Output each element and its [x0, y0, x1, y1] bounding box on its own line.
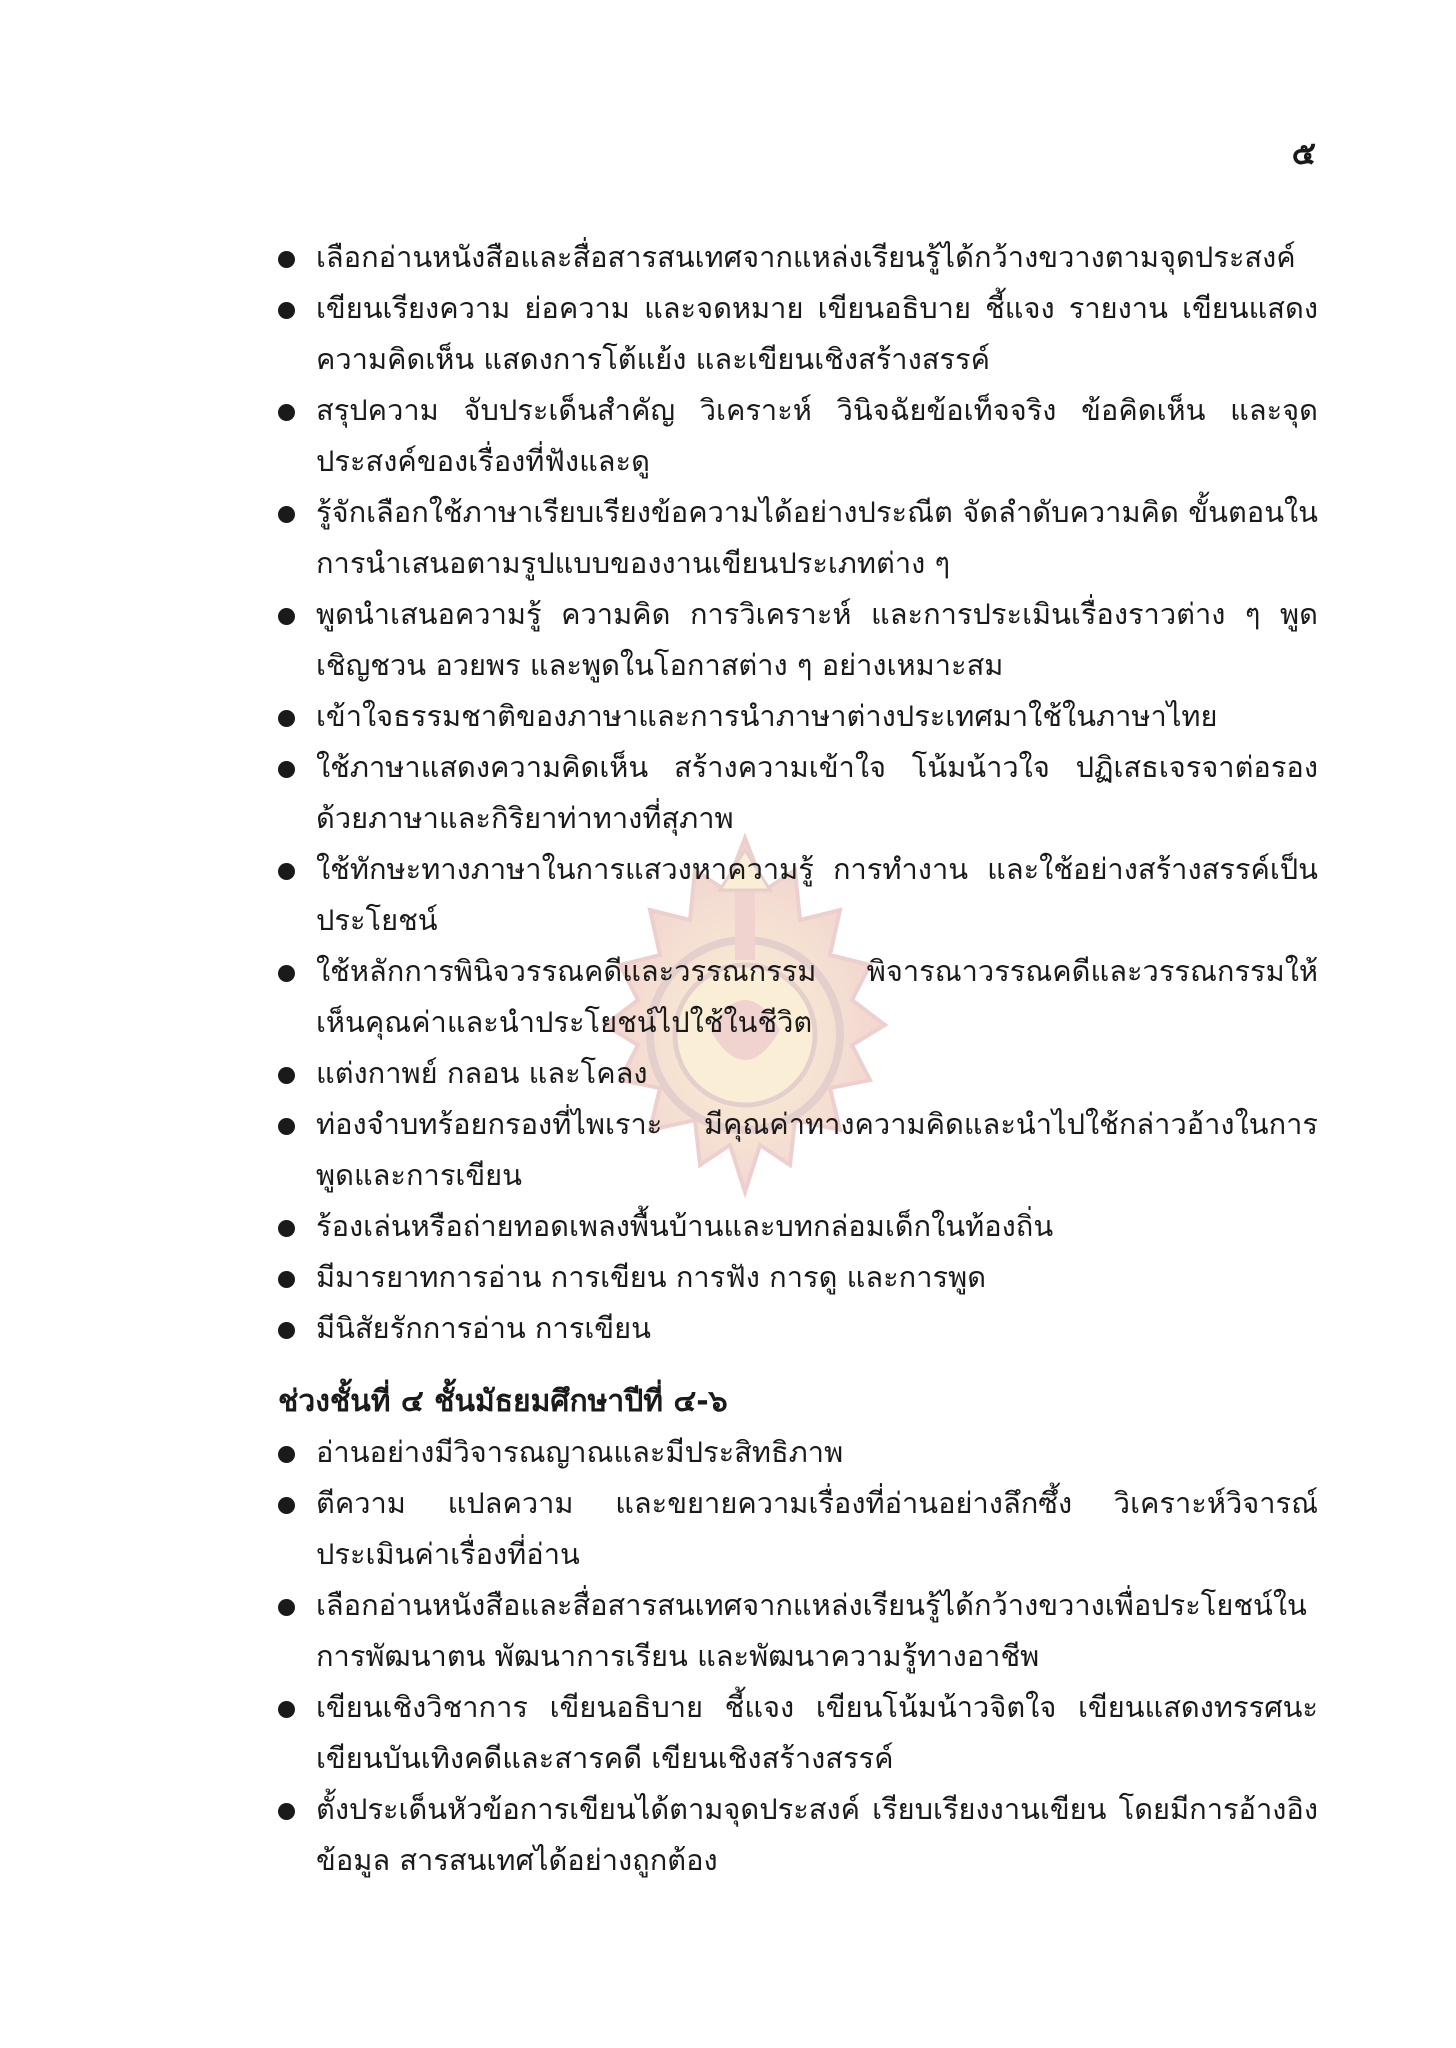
list-item — [278, 1201, 1318, 1252]
list-item — [278, 1099, 1318, 1201]
list-item — [278, 742, 1318, 844]
list-item-text: ใช้หลักการพินิจวรรณคดีและวรรณกรรม พิจารณาวรรณคดีและวรรณกรรมให้เห็นคุณค่าและนำประโยชน์ไปใช้ในชีวิต — [316, 954, 1318, 1039]
bullet-dot-icon — [278, 710, 295, 727]
bullet-dot-icon — [278, 1220, 295, 1237]
list-item — [278, 1478, 1318, 1580]
list-item — [278, 946, 1318, 1048]
list-item — [278, 385, 1318, 487]
list-item-text: อ่านอย่างมีวิจารณญาณและมีประสิทธิภาพ — [316, 1435, 844, 1469]
list-item — [278, 589, 1318, 691]
list-item-text: มีนิสัยรักการอ่าน การเขียน — [316, 1311, 651, 1345]
list-item — [278, 1427, 1318, 1478]
bullet-dot-icon — [278, 1118, 295, 1135]
list-item — [278, 487, 1318, 589]
bullet-dot-icon — [278, 1803, 295, 1820]
list-item — [278, 1784, 1318, 1886]
bullet-dot-icon — [278, 965, 295, 982]
bullet-dot-icon — [278, 1701, 295, 1718]
list-item — [278, 1303, 1318, 1354]
bullet-dot-icon — [278, 761, 295, 778]
bullet-list-group-2 — [278, 1427, 1318, 1886]
list-item-text: เลือกอ่านหนังสือและสื่อสารสนเทศจากแหล่งเรียนรู้ได้กว้างขวางเพื่อประโยชน์ในการพัฒนาตน พัฒนาการเรียน และพัฒนาความรู้ทางอาชีพ — [316, 1588, 1307, 1673]
bullet-list-group-1 — [278, 232, 1318, 1354]
content-body — [278, 232, 1318, 1886]
list-item-text: เขียนเรียงความ ย่อความ และจดหมาย เขียนอธิบาย ชี้แจง รายงาน เขียนแสดงความคิดเห็น แสดงการโต้แย้ง และเขียนเชิงสร้างสรรค์ — [316, 291, 1318, 376]
list-item-text: ตั้งประเด็นหัวข้อการเขียนได้ตามจุดประสงค์ เรียบเรียงงานเขียน โดยมีการอ้างอิงข้อมูล สารสนเทศได้อย่างถูกต้อง — [316, 1792, 1318, 1877]
bullet-dot-icon — [278, 1599, 295, 1616]
list-item-text: เขียนเชิงวิชาการ เขียนอธิบาย ชี้แจง เขียนโน้มน้าวจิตใจ เขียนแสดงทรรศนะ เขียนบันเทิงคดีและสารคดี เขียนเชิงสร้างสรรค์ — [316, 1690, 1318, 1775]
bullet-dot-icon — [278, 1322, 295, 1339]
list-item-text: ท่องจำบทร้อยกรองที่ไพเราะ มีคุณค่าทางความคิดและนำไปใช้กล่าวอ้างในการพูดและการเขียน — [316, 1107, 1318, 1192]
bullet-dot-icon — [278, 404, 295, 421]
list-item-text: ใช้ภาษาแสดงความคิดเห็น สร้างความเข้าใจ โน้มน้าวใจ ปฏิเสธเจรจาต่อรองด้วยภาษาและกิริยาท่าทางที่สุภาพ — [316, 750, 1318, 835]
list-item-text: รู้จักเลือกใช้ภาษาเรียบเรียงข้อความได้อย่างประณีต จัดลำดับความคิด ขั้นตอนในการนำเสนอตามรูปแบบของงานเขียนประเภทต่าง ๆ — [316, 495, 1318, 580]
list-item-text: ร้องเล่นหรือถ่ายทอดเพลงพื้นบ้านและบทกล่อมเด็กในท้องถิ่น — [316, 1209, 1054, 1243]
list-item — [278, 1682, 1318, 1784]
bullet-dot-icon — [278, 251, 295, 268]
list-item — [278, 1252, 1318, 1303]
list-item-text: เลือกอ่านหนังสือและสื่อสารสนเทศจากแหล่งเรียนรู้ได้กว้างขวางตามจุดประสงค์ — [316, 240, 1296, 274]
list-item — [278, 283, 1318, 385]
bullet-dot-icon — [278, 302, 295, 319]
list-item-text: ตีความ แปลความ และขยายความเรื่องที่อ่านอย่างลึกซึ้ง วิเคราะห์วิจารณ์ ประเมินค่าเรื่องที่อ่าน — [316, 1486, 1318, 1571]
list-item — [278, 691, 1318, 742]
list-item-text: เข้าใจธรรมชาติของภาษาและการนำภาษาต่างประเทศมาใช้ในภาษาไทย — [316, 699, 1218, 733]
bullet-dot-icon — [278, 1271, 295, 1288]
list-item-text: แต่งกาพย์ กลอน และโคลง — [316, 1056, 648, 1090]
list-item-text: ใช้ทักษะทางภาษาในการแสวงหาความรู้ การทำงาน และใช้อย่างสร้างสรรค์เป็นประโยชน์ — [316, 852, 1318, 937]
section-heading: ช่วงชั้นที่ ๔ ชั้นมัธยมศึกษาปีที่ ๔-๖ — [278, 1384, 728, 1419]
page-number: ๕ — [1291, 134, 1316, 172]
list-item — [278, 1048, 1318, 1099]
bullet-dot-icon — [278, 863, 295, 880]
list-item-text: สรุปความ จับประเด็นสำคัญ วิเคราะห์ วินิจฉัยข้อเท็จจริง ข้อคิดเห็น และจุดประสงค์ของเรื่องที่ฟังและดู — [316, 393, 1318, 478]
bullet-dot-icon — [278, 1446, 295, 1463]
list-item — [278, 844, 1318, 946]
bullet-dot-icon — [278, 506, 295, 523]
bullet-dot-icon — [278, 608, 295, 625]
list-item — [278, 232, 1318, 283]
bullet-dot-icon — [278, 1067, 295, 1084]
list-item-text: พูดนำเสนอความรู้ ความคิด การวิเคราะห์ และการประเมินเรื่องราวต่าง ๆ พูดเชิญชวน อวยพร และพูดในโอกาสต่าง ๆ อย่างเหมาะสม — [316, 597, 1318, 682]
bullet-dot-icon — [278, 1497, 295, 1514]
list-item — [278, 1580, 1318, 1682]
list-item-text: มีมารยาทการอ่าน การเขียน การฟัง การดู และการพูด — [316, 1260, 987, 1294]
